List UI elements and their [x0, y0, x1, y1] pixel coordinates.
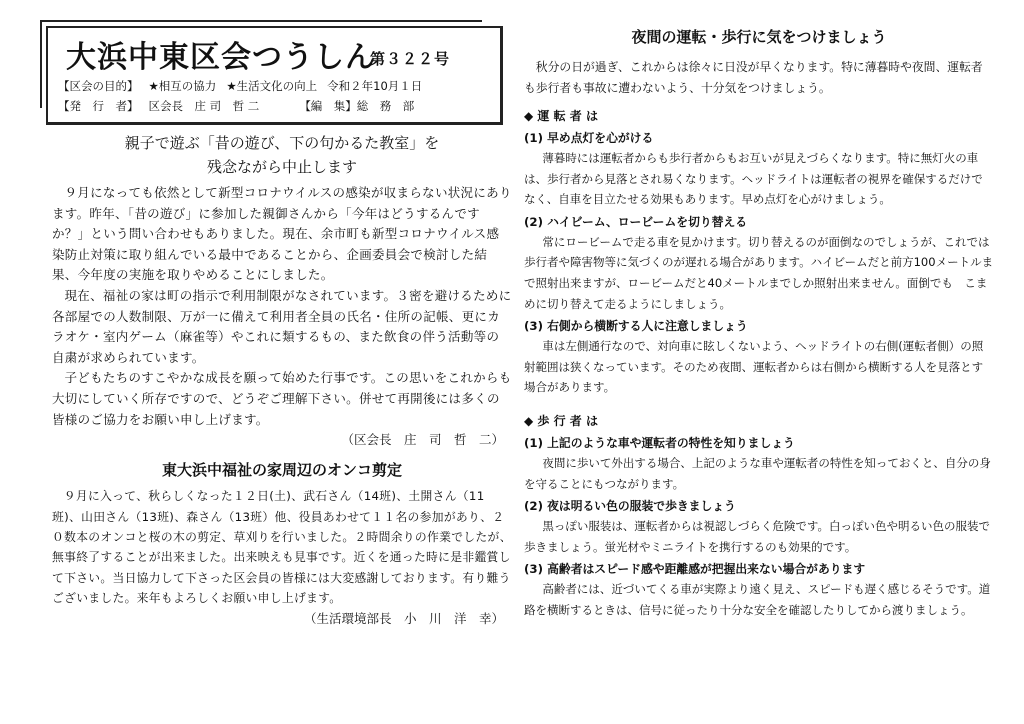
- driver-tip-body: 常にロービームで走る車を見かけます。切り替えるのが面倒なのでしょうが、これでは歩行者や障害物等に気づくのが遅れる場合があります。ハイビームだと前方100メートルまで照射出来ますが、ロービームだと40メートルまでしか照射出来ません。面倒でも こまめに切り替えて走るようにしましょう。: [524, 234, 994, 311]
- walker-tip-title: (2) 夜は明るい色の服装で歩きましょう: [524, 499, 736, 514]
- purpose-cooperation: ★相互の協力: [148, 79, 217, 93]
- walkers-heading: ◆ 歩 行 者 は: [524, 413, 598, 428]
- issue-date: 令和２年10月１日: [327, 79, 423, 93]
- article-karuta-paragraph: 現在、福祉の家は町の指示で利用制限がなされています。３密を避けるために各部屋での人数制限、万が一に備えて利用者全員の氏名・住所の記帳、更にカラオケ・室内ゲーム（麻雀等）やこれに類するもの、また飲食の伴う活動等の自粛が求められています。: [52, 287, 512, 365]
- purpose-culture: ★生活文化の向上: [226, 79, 318, 93]
- driver-tip-title: (1) 早め点灯を心がける: [524, 131, 654, 145]
- driver-tip-body: 薄暮時には運転者からも歩行者からもお互いが見えづらくなります。特に無灯火の車は、歩行者から見落とされ易くなります。ヘッドライトは運転者の視界を確保するだけでなく、自車を目立たせる効果もあります。早め点灯を心がけましょう。: [524, 151, 983, 207]
- masthead-purpose-line: [58, 78, 432, 94]
- right-column: [524, 20, 994, 623]
- issue-number: 第３２２号: [370, 50, 451, 68]
- publisher-label: 【発 行 者】: [58, 99, 139, 113]
- article-karuta-paragraph: 子どもたちのすこやかな成長を願って始めた行事です。この思いをこれからも大切にしていく所存ですので、どうぞご理解下さい。併せて再開後には多くの皆様のご協力をお願い申し上げます。: [52, 370, 512, 427]
- article-pruning-paragraph: ９月に入って、秋らしくなった１２日(土)、武石さん（14班)、土開さん（11班)、山田さん（13班)、森さん（13班）他、役員あわせて１１名の参加があり、２０数本のオンコと桜の木の剪定、草刈りを行いました。２時間余りの作業でしたが、無事終了することが出来ました。出来映えも見事です。近くを通った時に是非鑑賞して下さい。当日協力して下さった区会員の皆様には大変感謝しております。有り難うございました。来年もよろしくお願い申し上げます。: [52, 489, 512, 606]
- article-pruning-title: 東大浜中福祉の家周辺のオンコ剪定: [161, 461, 402, 480]
- publisher-name: 区会長 庄 司 哲 二: [148, 99, 260, 113]
- article-night-safety-intro: 秋分の日が過ぎ、これからは徐々に日没が早くなります。特に薄暮時や夜間、運転者も歩行者も事故に遭わないよう、十分気をつけましょう。: [524, 60, 983, 95]
- walker-tip-body: 高齢者には、近づいてくる車が実際より遠く見え、スピードも遅く感じるそうです。道路を横断するときは、信号に従ったり十分な安全を確認したりしてから渡りましょう。: [524, 582, 991, 617]
- article-pruning-signature: （生活環境部長 小 川 洋 幸）: [303, 610, 504, 626]
- masthead: [52, 20, 512, 125]
- article-karuta-title: 親子で遊ぶ「昔の遊び、下の句かるた教室」を 残念ながら中止します: [124, 134, 440, 176]
- article-karuta: [52, 131, 512, 450]
- left-column: [52, 20, 512, 629]
- driver-tip-title: (2) ハイビーム、ロービームを切り替える: [524, 214, 748, 229]
- newsletter-title: 大浜中東区会つうしん: [66, 40, 376, 75]
- purpose-label: 【区会の目的】: [58, 79, 139, 93]
- article-night-safety-title: 夜間の運転・歩行に気をつけましょう: [631, 28, 887, 46]
- article-karuta-signature: （区会長 庄 司 哲 二）: [341, 432, 504, 448]
- drivers-heading: ◆ 運 転 者 は: [524, 109, 598, 123]
- editor: 【編 集】総 務 部: [299, 99, 415, 113]
- masthead-publisher-line: [58, 98, 424, 114]
- walker-tip-title: (1) 上記のような車や運転者の特性を知りましょう: [524, 435, 795, 450]
- driver-tip-title: (3) 右側から横断する人に注意しましょう: [524, 319, 748, 334]
- article-pruning: [52, 458, 512, 628]
- walker-tip-body: 夜間に歩いて外出する場合、上記のような車や運転者の特性を知っておくと、自分の身を守ることにもつながります。: [524, 455, 991, 491]
- driver-tip-body: 車は左側通行なので、対向車に眩しくないよう、ヘッドライトの右側(運転者側）の照射範囲は狭くなっています。そのため夜間、運転者からは右側から横断する人を見落とす場合があります。: [524, 339, 984, 395]
- walker-tip-body: 黒っぽい服装は、運転者からは視認しづらく危険です。白っぽい色や明るい色の服装で歩きましょう。蛍光材やミニライトを携行するのも効果的です。: [524, 519, 990, 554]
- walker-tip-title: (3) 高齢者はスピード感や距離感が把握出来ない場合があります: [524, 562, 866, 577]
- article-karuta-paragraph: ９月になっても依然として新型コロナウイルスの感染が収まらない状況にあります。昨年、「昔の遊び」に参加した親御さんから「今年はどうするんですか？」という問い合わせもありました。現在、余市町も新型コロナウイルス感染防止対策に取り組んでいる最中であることから、企画委員会で検討した結果、今年度の実施を取りやめることにしました。: [52, 185, 512, 283]
